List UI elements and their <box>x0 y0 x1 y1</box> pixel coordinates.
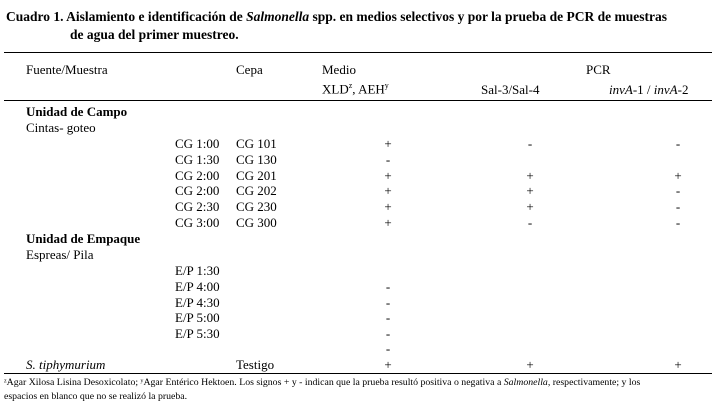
row-muestra: E/P 4:00 <box>175 279 220 294</box>
row-cepa: CG 201 <box>236 168 277 183</box>
row-cepa: CG 300 <box>236 215 277 230</box>
row-inv: - <box>675 183 681 198</box>
header-xld: XLD <box>322 81 349 97</box>
table-caption <box>6 10 667 24</box>
row-medio: + <box>384 183 392 198</box>
header-medio: Medio <box>322 62 356 77</box>
bottom-rule <box>4 373 712 374</box>
footnote-line2: espacios en blanco que no se realizó la prueba. <box>4 391 188 402</box>
row-inv: - <box>675 199 681 214</box>
header-inv-a: invA <box>609 82 633 97</box>
caption-text-after: spp. en medios selectivos y por la prueba de PCR de muestras <box>309 9 668 24</box>
top-rule <box>4 52 712 53</box>
row-medio: - <box>385 295 391 310</box>
control-inv: + <box>674 357 682 372</box>
row-muestra: E/P 4:30 <box>175 295 220 310</box>
row-cepa: CG 230 <box>236 199 277 214</box>
section-empaque-subtitle: Espreas/ Pila <box>26 247 94 262</box>
footnote-italic: Salmonella <box>503 377 548 388</box>
row-medio: - <box>385 310 391 325</box>
header-inv-b: invA <box>653 82 678 97</box>
header-medio-sub <box>322 82 389 95</box>
header-aeh-sup: y <box>384 81 389 90</box>
row-muestra: CG 2:00 <box>175 183 220 198</box>
section-campo-subtitle: Cintas- goteo <box>26 120 96 135</box>
row-muestra: CG 3:00 <box>175 215 220 230</box>
caption-label: Cuadro 1. <box>6 9 64 24</box>
control-name: S. tiphymurium <box>26 357 106 372</box>
row-medio: + <box>384 215 392 230</box>
header-inv <box>609 83 688 96</box>
caption-text-before: Aislamiento e identificación de <box>66 9 247 24</box>
row-medio: - <box>385 341 391 356</box>
row-medio: + <box>384 136 392 151</box>
row-muestra: CG 1:30 <box>175 152 220 167</box>
row-muestra: CG 2:00 <box>175 168 220 183</box>
row-inv: - <box>675 136 681 151</box>
row-inv: + <box>674 168 682 183</box>
header-sep: , AEH <box>352 81 385 97</box>
row-muestra: E/P 5:00 <box>175 310 220 325</box>
row-cepa: CG 101 <box>236 136 277 151</box>
header-pcr: PCR <box>586 62 611 77</box>
row-muestra: E/P 1:30 <box>175 263 220 278</box>
header-inv-end: -2 <box>677 82 689 97</box>
row-muestra: CG 1:00 <box>175 136 220 151</box>
footnote-text-b: , respectivamente; y los <box>547 377 641 388</box>
footnote-text-a: ᶻAgar Xilosa Lisina Desoxicolato; ʸAgar Entérico Hektoen. Los signos + y - indican que la prueba resultó positiva o negativa a <box>4 377 504 388</box>
row-medio: + <box>384 168 392 183</box>
row-medio: - <box>385 152 391 167</box>
caption-italic: Salmonella <box>246 9 310 24</box>
control-cepa: Testigo <box>236 357 275 372</box>
header-rule <box>4 100 712 101</box>
caption-line2: de agua del primer muestreo. <box>70 27 239 42</box>
row-inv: - <box>675 215 681 230</box>
control-sal: + <box>526 357 534 372</box>
row-medio: + <box>384 199 392 214</box>
footnote-line1 <box>4 376 640 390</box>
control-medio: + <box>384 357 392 372</box>
section-empaque-title: Unidad de Empaque <box>26 231 141 246</box>
row-medio: - <box>385 326 391 341</box>
row-sal: + <box>526 168 534 183</box>
header-fuente: Fuente/Muestra <box>26 62 108 77</box>
header-sal: Sal-3/Sal-4 <box>481 82 540 97</box>
row-sal: + <box>526 183 534 198</box>
row-medio: - <box>385 279 391 294</box>
header-cepa: Cepa <box>236 62 263 77</box>
row-sal: - <box>527 136 533 151</box>
section-campo-title: Unidad de Campo <box>26 104 128 119</box>
header-xld-sup: z <box>348 81 353 90</box>
row-cepa: CG 130 <box>236 152 277 167</box>
header-inv-mid: -1 / <box>632 82 654 97</box>
row-sal: - <box>527 215 533 230</box>
row-muestra: CG 2:30 <box>175 199 220 214</box>
row-cepa: CG 202 <box>236 183 277 198</box>
row-muestra: E/P 5:30 <box>175 326 220 341</box>
row-sal: + <box>526 199 534 214</box>
